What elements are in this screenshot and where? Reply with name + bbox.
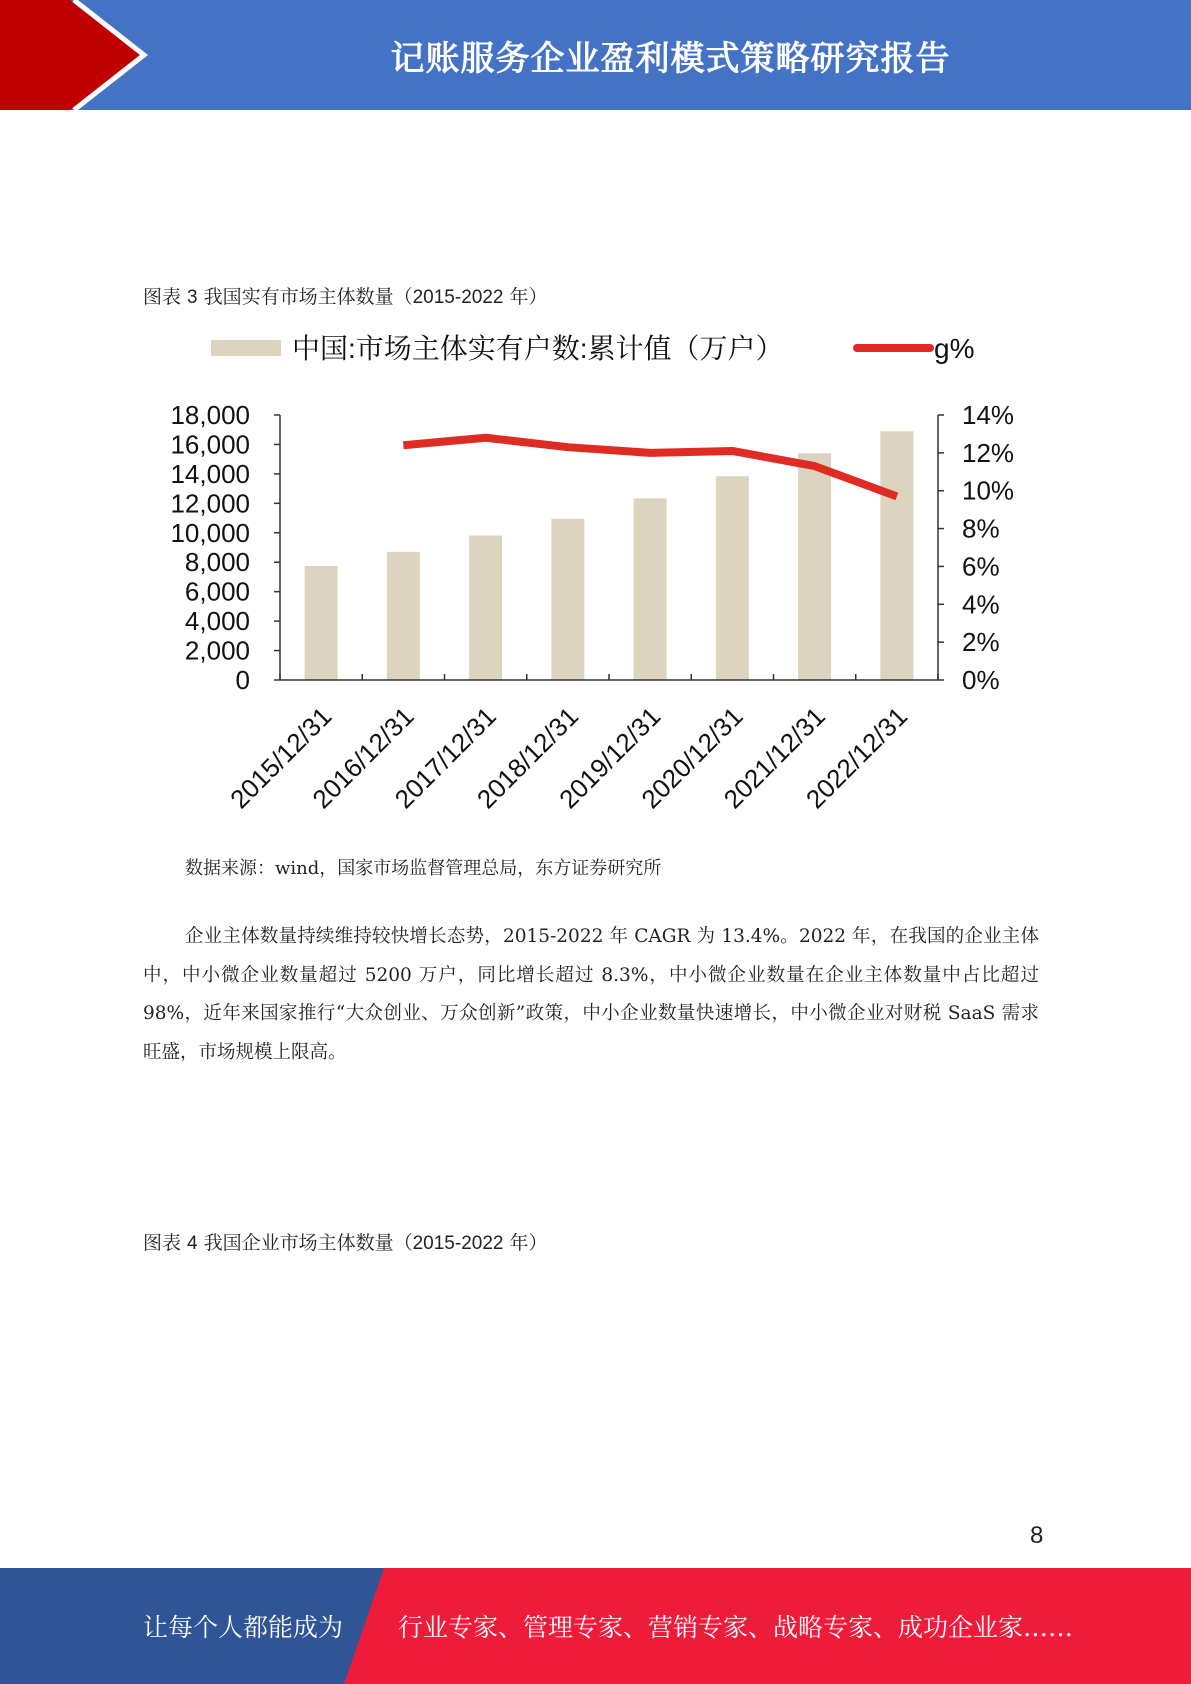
right-tick-label: 4% bbox=[962, 589, 1000, 620]
bar-2018/12/31 bbox=[551, 519, 584, 680]
left-tick-label: 2,000 bbox=[184, 635, 250, 666]
figure-3-caption bbox=[143, 282, 548, 309]
right-tick-label: 8% bbox=[962, 513, 1000, 544]
legend-bar-label: 中国:市场主体实有户数:累计值（万户） bbox=[292, 333, 784, 364]
report-title: 记账服务企业盈利模式策略研究报告 bbox=[390, 38, 951, 79]
page-number: 8 bbox=[1030, 1522, 1044, 1549]
x-tick-label: 2020/12/31 bbox=[635, 701, 749, 815]
header-chevron-decoration bbox=[0, 0, 160, 110]
footer-slogan-right: 行业专家、管理专家、营销专家、战略专家、成功企业家…… bbox=[398, 1613, 1074, 1642]
caption-number: 3 bbox=[187, 287, 198, 308]
legend-bar-swatch bbox=[211, 340, 281, 356]
figure-4-caption bbox=[143, 1228, 548, 1255]
left-tick-label: 6,000 bbox=[184, 576, 250, 607]
bar-2016/12/31 bbox=[387, 552, 420, 680]
caption-title: 我国实有市场主体数量（ bbox=[203, 286, 413, 308]
left-tick-label: 16,000 bbox=[170, 429, 250, 460]
right-tick-label: 12% bbox=[962, 437, 1015, 468]
right-tick-label: 0% bbox=[962, 665, 1000, 695]
right-tick-label: 14% bbox=[962, 400, 1015, 430]
header-bar bbox=[0, 0, 1191, 110]
caption-title: 我国企业市场主体数量（ bbox=[203, 1232, 413, 1254]
left-tick-label: 8,000 bbox=[184, 547, 250, 578]
right-tick-label: 2% bbox=[962, 627, 1000, 658]
market-entities-chart bbox=[140, 318, 1040, 838]
x-tick-label: 2015/12/31 bbox=[224, 701, 338, 815]
x-tick-label: 2016/12/31 bbox=[306, 701, 420, 815]
caption-number: 4 bbox=[187, 1233, 198, 1254]
left-tick-label: 10,000 bbox=[170, 517, 250, 548]
legend-line-label: g% bbox=[934, 333, 975, 364]
x-tick-label: 2017/12/31 bbox=[388, 701, 502, 815]
bar-2015/12/31 bbox=[305, 566, 338, 680]
footer-banner bbox=[0, 1568, 1191, 1684]
caption-suffix: 年） bbox=[509, 1232, 548, 1254]
x-tick-label: 2019/12/31 bbox=[553, 701, 667, 815]
right-tick-label: 10% bbox=[962, 475, 1015, 506]
figure-3-source: 数据来源：wind，国家市场监督管理总局，东方证券研究所 bbox=[185, 858, 662, 879]
bar-2020/12/31 bbox=[716, 476, 749, 680]
left-tick-label: 12,000 bbox=[170, 488, 250, 519]
x-tick-label: 2022/12/31 bbox=[799, 701, 914, 815]
left-tick-label: 0 bbox=[235, 665, 250, 695]
footer-slogan-left: 让每个人都能成为 bbox=[143, 1613, 344, 1642]
left-tick-label: 14,000 bbox=[170, 458, 250, 489]
caption-prefix: 图表 bbox=[143, 286, 182, 308]
caption-prefix: 图表 bbox=[143, 1232, 182, 1254]
bar-2017/12/31 bbox=[469, 536, 502, 680]
left-tick-label: 18,000 bbox=[170, 400, 250, 430]
caption-suffix: 年） bbox=[509, 286, 548, 308]
left-tick-label: 4,000 bbox=[184, 606, 250, 637]
caption-range: 2015-2022 bbox=[412, 287, 504, 308]
body-paragraph: 企业主体数量持续维持较快增长态势，2015-2022 年 CAGR 为 13.4%。2022 年，在我国的企业主体中，中小微企业数量超过 5200 万户，同比增长超过 8.3%，中小微企业数量在企业主体数量中占比超过 98%，近年来国家推行“大众创业、万众创新”政策，中小企业数量快速增长，中小微企业对财税 SaaS 需求旺盛，市场规模上限高。 bbox=[143, 926, 1039, 1063]
right-tick-label: 6% bbox=[962, 551, 1000, 582]
caption-range: 2015-2022 bbox=[412, 1233, 504, 1254]
x-tick-label: 2018/12/31 bbox=[470, 701, 585, 815]
bar-2019/12/31 bbox=[634, 498, 667, 680]
bar-2022/12/31 bbox=[880, 431, 913, 680]
bar-2021/12/31 bbox=[798, 453, 831, 680]
x-tick-label: 2021/12/31 bbox=[717, 701, 831, 815]
